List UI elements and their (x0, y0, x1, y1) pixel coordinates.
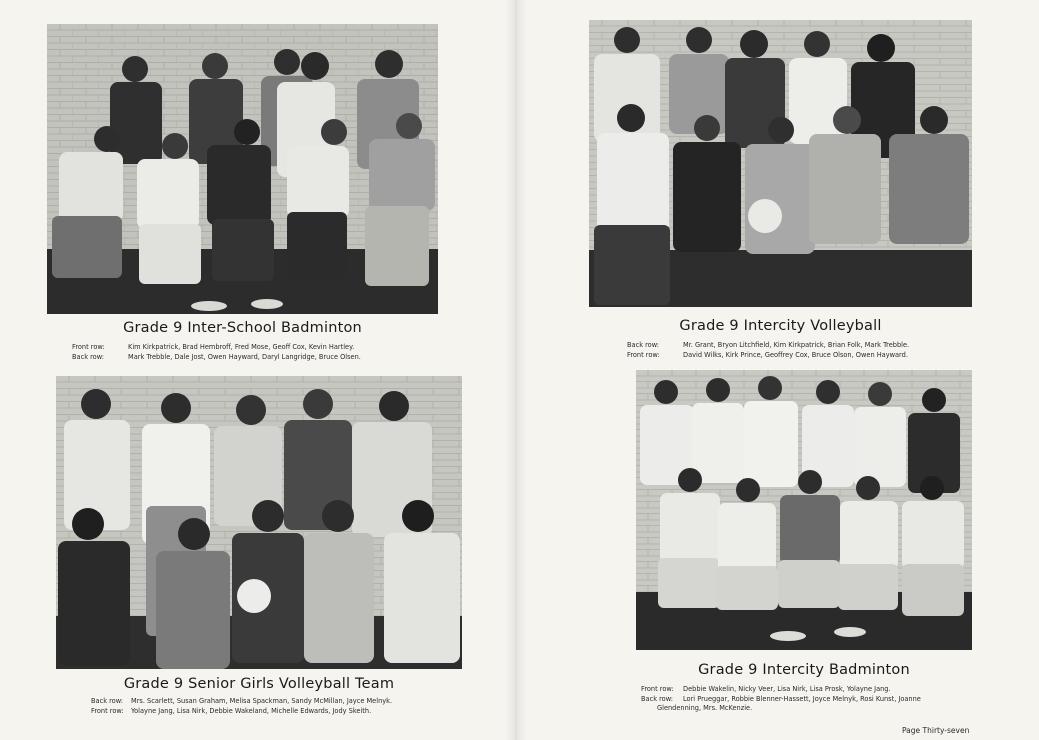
caption-intercity-badminton (641, 685, 921, 714)
row-names: Debbie Wakelin, Nicky Veer, Lisa Nirk, Lisa Prosk, Yolayne Jang. (683, 685, 891, 693)
title-inter-school-badminton: Grade 9 Inter-School Badminton (123, 320, 362, 336)
caption-row (72, 343, 361, 353)
caption-row (627, 341, 909, 351)
caption-continuation: Glendenning, Mrs. McKenzie. (657, 704, 753, 712)
photo-intercity-volleyball (589, 20, 972, 307)
caption-row (91, 697, 392, 707)
title-intercity-volleyball: Grade 9 Intercity Volleyball (679, 318, 882, 334)
row-label: Back row: (641, 694, 673, 703)
photo-intercity-badminton (636, 370, 972, 650)
row-label: Back row: (72, 352, 104, 361)
row-label: Back row: (91, 697, 123, 705)
caption-row (91, 707, 392, 717)
row-label: Front row: (72, 343, 105, 351)
caption-row (72, 353, 361, 363)
caption-inter-school-badminton (72, 343, 361, 362)
caption-row (641, 685, 921, 695)
title-senior-girls-volleyball: Grade 9 Senior Girls Volleyball Team (123, 676, 395, 692)
row-label: Front row: (91, 706, 124, 715)
row-names: Yolayne Jang, Lisa Nirk, Debbie Wakeland, Michelle Edwards, Jody Skeith. (131, 706, 372, 715)
photo-senior-girls-volleyball (56, 376, 462, 669)
row-names: Kim Kirkpatrick, Brad Hembroff, Fred Mose, Geoff Cox, Kevin Hartley. (128, 343, 355, 351)
caption-intercity-volleyball (627, 341, 909, 360)
row-names: Mr. Grant, Bryon Litchfield, Kim Kirkpatrick, Brian Folk, Mark Trebble. (683, 341, 910, 349)
row-names: Lori Prueggar, Robbie Blenner-Hassett, Joyce Melnyk, Rosi Kunst, Joanne (683, 694, 921, 703)
row-label: Front row: (641, 685, 674, 693)
title-intercity-badminton: Grade 9 Intercity Badminton (698, 662, 910, 678)
page-spine (505, 0, 527, 740)
row-label: Front row: (627, 350, 660, 359)
page-number: Page Thirty-seven (902, 726, 970, 735)
row-names: Mark Trebble, Dale Jost, Owen Hayward, Daryl Langridge, Bruce Olsen. (128, 352, 361, 361)
row-names: Mrs. Scarlett, Susan Graham, Melisa Spackman, Sandy McMillan, Jayce Melnyk. (131, 697, 393, 705)
photo-inter-school-badminton (47, 24, 438, 314)
caption-senior-girls-volleyball (91, 697, 392, 716)
caption-row (627, 351, 909, 361)
row-names: David Wilks, Kirk Prince, Geoffrey Cox, Bruce Olson, Owen Hayward. (683, 350, 908, 359)
row-label: Back row: (627, 341, 659, 349)
caption-row (641, 695, 921, 705)
